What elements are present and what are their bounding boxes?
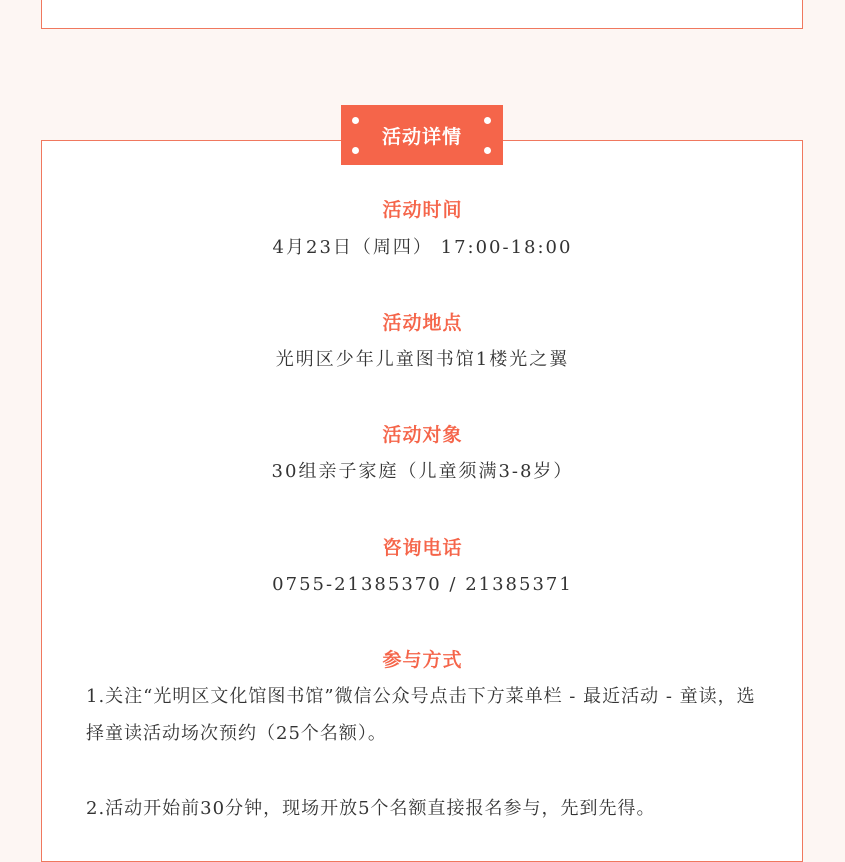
badge-dot-decoration [352, 117, 359, 124]
time-label: 活动时间 [382, 199, 463, 221]
participation-step-2: 2.活动开始前30分钟，现场开放5个名额直接报名参与，先到先得。 [86, 798, 656, 819]
location-value: 光明区少年儿童图书馆1楼光之翼 [275, 349, 570, 370]
phone-value: 0755-21385370 / 21385371 [272, 574, 573, 595]
audience-label: 活动对象 [382, 424, 463, 446]
location-label: 活动地点 [382, 312, 463, 334]
section-title: 活动详情 [381, 125, 462, 148]
section-title-badge [341, 105, 503, 165]
badge-dot-decoration [352, 147, 359, 154]
audience-value: 30组亲子家庭（儿童须满3-8岁） [271, 461, 574, 482]
badge-dot-decoration [484, 147, 491, 154]
phone-label: 咨询电话 [382, 537, 463, 559]
badge-dot-decoration [484, 117, 491, 124]
participation-step-1: 1.关注“光明区文化馆图书馆”微信公众号点击下方菜单栏 - 最近活动 - 童读，选择童读活动场次预约（25个名额）。 [86, 686, 756, 744]
previous-section-box [41, 0, 803, 29]
time-value: 4月23日（周四） 17:00-18:00 [272, 237, 573, 258]
participation-label: 参与方式 [382, 649, 463, 671]
